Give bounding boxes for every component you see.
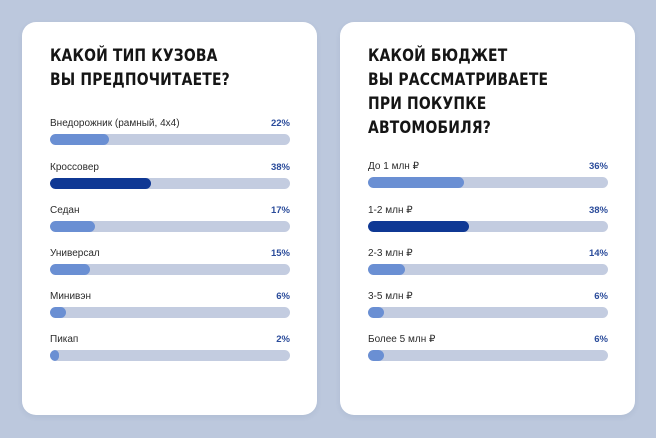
option-percent: 38% <box>588 205 608 216</box>
body-type-card <box>22 22 317 415</box>
option-label: 3-5 млн ₽ <box>368 291 413 302</box>
poll-option <box>50 291 290 321</box>
progress-track <box>50 264 290 275</box>
progress-track <box>50 134 290 145</box>
option-percent: 38% <box>270 162 290 173</box>
poll-option <box>368 161 608 191</box>
budget-card <box>340 22 635 415</box>
progress-fill <box>368 177 464 188</box>
progress-track <box>368 307 608 318</box>
poll-option <box>50 118 290 148</box>
budget-title: КАКОЙ БЮДЖЕТ ВЫ РАССМАТРИВАЕТЕ ПРИ ПОКУПКЕ АВТОМОБИЛЯ? <box>368 46 549 138</box>
option-label: Минивэн <box>50 291 91 302</box>
poll-option <box>50 205 290 235</box>
option-label: Пикап <box>50 334 79 345</box>
progress-track <box>368 177 608 188</box>
option-percent: 2% <box>276 334 290 345</box>
option-percent: 17% <box>270 205 290 216</box>
progress-track <box>368 350 608 361</box>
option-label: 1-2 млн ₽ <box>368 205 413 216</box>
option-percent: 6% <box>594 334 608 345</box>
option-label: Внедорожник (рамный, 4х4) <box>50 118 180 129</box>
option-label: Универсал <box>50 248 100 259</box>
option-label: Кроссовер <box>50 162 99 173</box>
progress-fill <box>368 221 469 232</box>
progress-fill <box>50 178 151 189</box>
option-label: Более 5 млн ₽ <box>368 334 436 345</box>
progress-track <box>50 350 290 361</box>
option-label: Седан <box>50 205 80 216</box>
option-label: До 1 млн ₽ <box>368 161 419 172</box>
progress-fill <box>50 134 109 145</box>
poll-option <box>50 248 290 278</box>
progress-track <box>50 178 290 189</box>
poll-option <box>50 334 290 364</box>
option-percent: 22% <box>270 118 290 129</box>
poll-option <box>368 291 608 321</box>
progress-track <box>368 264 608 275</box>
progress-track <box>50 307 290 318</box>
poll-option <box>368 205 608 235</box>
body-type-title: КАКОЙ ТИП КУЗОВА ВЫ ПРЕДПОЧИТАЕТЕ? <box>50 46 230 90</box>
progress-fill <box>368 307 384 318</box>
progress-track <box>368 221 608 232</box>
progress-fill <box>50 221 95 232</box>
option-percent: 14% <box>588 248 608 259</box>
option-percent: 15% <box>270 248 290 259</box>
progress-fill <box>368 264 405 275</box>
progress-fill <box>50 264 90 275</box>
progress-track <box>50 221 290 232</box>
poll-option <box>368 334 608 364</box>
option-label: 2-3 млн ₽ <box>368 248 413 259</box>
option-percent: 36% <box>588 161 608 172</box>
option-percent: 6% <box>594 291 608 302</box>
option-percent: 6% <box>276 291 290 302</box>
progress-fill <box>50 307 66 318</box>
progress-fill <box>50 350 59 361</box>
poll-option <box>50 162 290 192</box>
poll-option <box>368 248 608 278</box>
progress-fill <box>368 350 384 361</box>
